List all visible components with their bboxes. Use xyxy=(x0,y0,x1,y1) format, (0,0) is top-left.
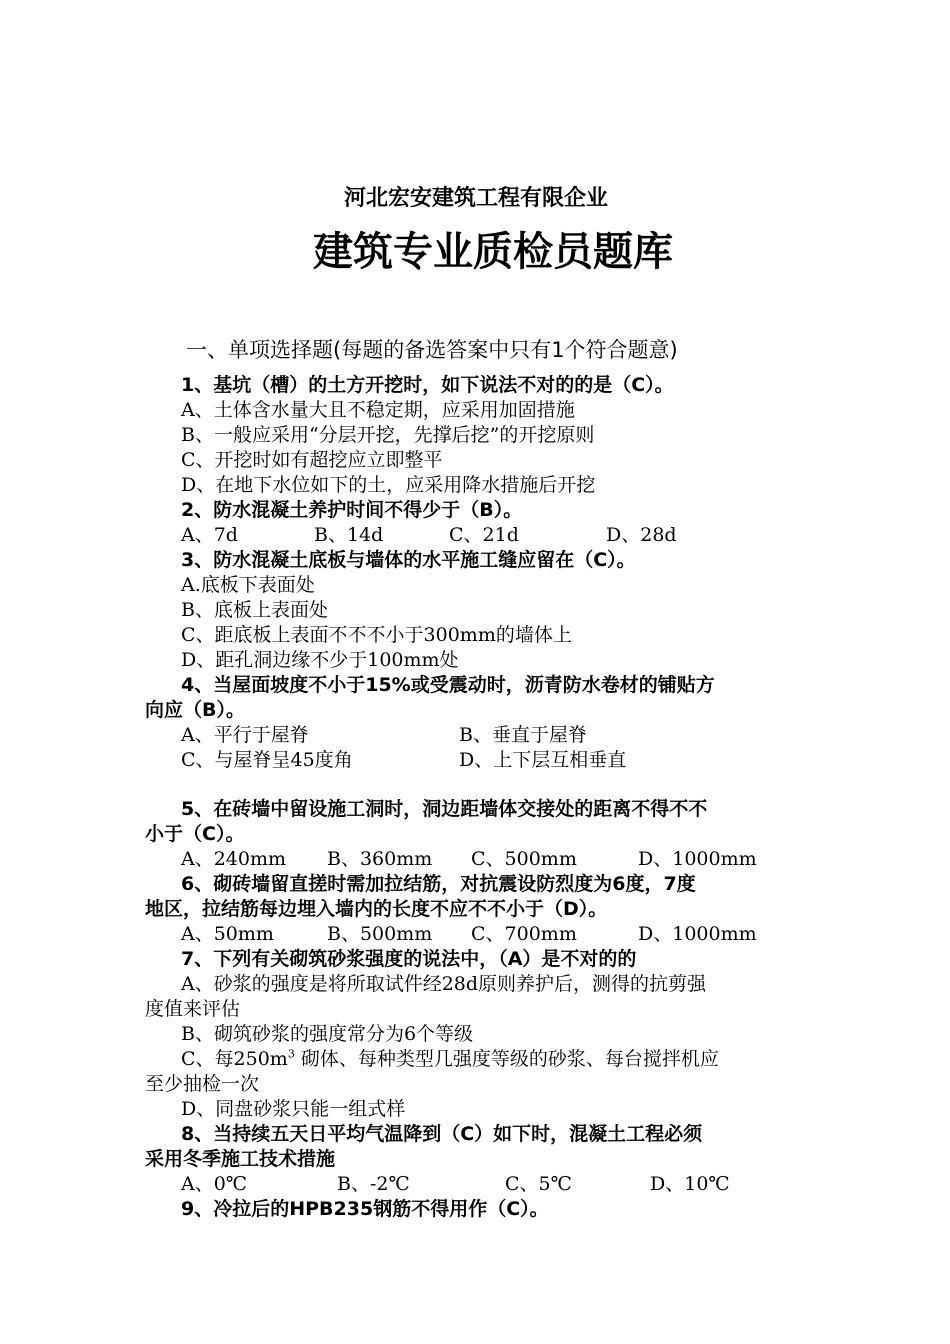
question-1-stem: 1、基坑（槽）的土方开挖时，如下说法不对的的是（C）。 xyxy=(181,374,674,396)
question-3-option-b: B、底板上表面处 xyxy=(181,599,328,621)
question-7-option-c xyxy=(181,1047,719,1072)
question-2-option-c: C、21d xyxy=(449,524,519,546)
question-5-stem: 5、在砖墙中留设施工洞时，洞边距墙体交接处的距离不得不不 xyxy=(181,798,708,820)
question-3-option-a: A.底板下表面处 xyxy=(181,574,315,596)
question-7-option-d: D、同盘砂浆只能一组式样 xyxy=(181,1098,406,1120)
question-4-option-b: B、垂直于屋脊 xyxy=(459,724,587,746)
question-7-option-a: A、砂浆的强度是将所取试件经28d原则养护后，测得的抗剪强 xyxy=(181,973,707,995)
question-2-option-d: D、28d xyxy=(606,524,677,546)
question-5-option-c: C、500mm xyxy=(471,848,577,870)
question-9-stem: 9、冷拉后的HPB235钢筋不得用作（C）。 xyxy=(181,1198,549,1220)
question-7-option-c-continued: 至少抽检一次 xyxy=(145,1073,260,1095)
question-1-option-d: D、在地下水位如下的土，应采用降水措施后开挖 xyxy=(181,474,596,496)
question-8-option-d: D、10℃ xyxy=(650,1173,730,1195)
question-1-option-a: A、土体含水量大且不稳定期，应采用加固措施 xyxy=(181,399,575,421)
question-4-stem: 4、当屋面坡度不小于15%或受震动时，沥青防水卷材的铺贴方 xyxy=(181,674,715,696)
question-6-stem-continued: 地区，拉结筋每边埋入墙内的长度不应不不小于（D）。 xyxy=(145,898,608,920)
question-4-option-a: A、平行于屋脊 xyxy=(181,724,309,746)
question-2-option-b: B、14d xyxy=(314,524,384,546)
question-5-option-a: A、240mm xyxy=(181,848,287,870)
question-4-stem-continued: 向应（B）。 xyxy=(145,699,245,721)
section-heading: 一、单项选择题(每题的备选答案中只有1个符合题意) xyxy=(186,338,678,362)
question-5-stem-continued: 小于（C）。 xyxy=(145,823,245,845)
question-7-option-a-continued: 度值来评估 xyxy=(145,998,241,1020)
question-8-option-a: A、0℃ xyxy=(181,1173,248,1195)
question-4-option-d: D、上下层互相垂直 xyxy=(459,749,627,771)
question-1-option-c: C、开挖时如有超挖应立即整平 xyxy=(181,449,443,471)
superscript-cubed: 3 xyxy=(287,1047,295,1061)
question-8-stem: 8、当持续五天日平均气温降到（C）如下时，混凝土工程必须 xyxy=(181,1123,703,1145)
question-6-option-a: A、50mm xyxy=(181,923,274,945)
company-name: 河北宏安建筑工程有限企业 xyxy=(344,186,609,211)
question-8-stem-continued: 采用冬季施工技术措施 xyxy=(145,1148,336,1170)
question-7-option-b: B、砌筑砂浆的强度常分为6个等级 xyxy=(181,1023,474,1045)
question-6-option-b: B、500mm xyxy=(327,923,433,945)
question-3-stem: 3、防水混凝土底板与墙体的水平施工缝应留在（C）。 xyxy=(181,549,636,571)
question-7-option-c-text-rest: 砌体、每种类型几强度等级的砂浆、每台搅拌机应 xyxy=(294,1048,719,1070)
question-7-option-c-text: C、每250m xyxy=(181,1048,288,1070)
question-2-stem: 2、防水混凝土养护时间不得少于（B）。 xyxy=(181,499,523,521)
question-5-option-b: B、360mm xyxy=(327,848,433,870)
question-8-option-b: B、-2℃ xyxy=(337,1173,410,1195)
question-2-option-a: A、7d xyxy=(181,524,238,546)
question-6-option-c: C、700mm xyxy=(471,923,577,945)
question-3-option-c: C、距底板上表面不不不小于300mm的墙体上 xyxy=(181,624,572,646)
document-title: 建筑专业质检员题库 xyxy=(313,229,673,275)
question-6-option-d: D、1000mm xyxy=(638,923,757,945)
question-8-option-c: C、5℃ xyxy=(505,1173,572,1195)
question-6-stem: 6、砌砖墙留直搓时需加拉结筋，对抗震设防烈度为6度，7度 xyxy=(181,873,696,895)
question-7-stem: 7、下列有关砌筑砂浆强度的说法中，（A）是不对的的 xyxy=(181,948,637,970)
question-3-option-d: D、距孔洞边缘不少于100mm处 xyxy=(181,649,459,671)
question-4-option-c: C、与屋脊呈45度角 xyxy=(181,749,353,771)
question-5-option-d: D、1000mm xyxy=(638,848,757,870)
question-1-option-b: B、一般应采用“分层开挖，先撑后挖”的开挖原则 xyxy=(181,424,595,446)
